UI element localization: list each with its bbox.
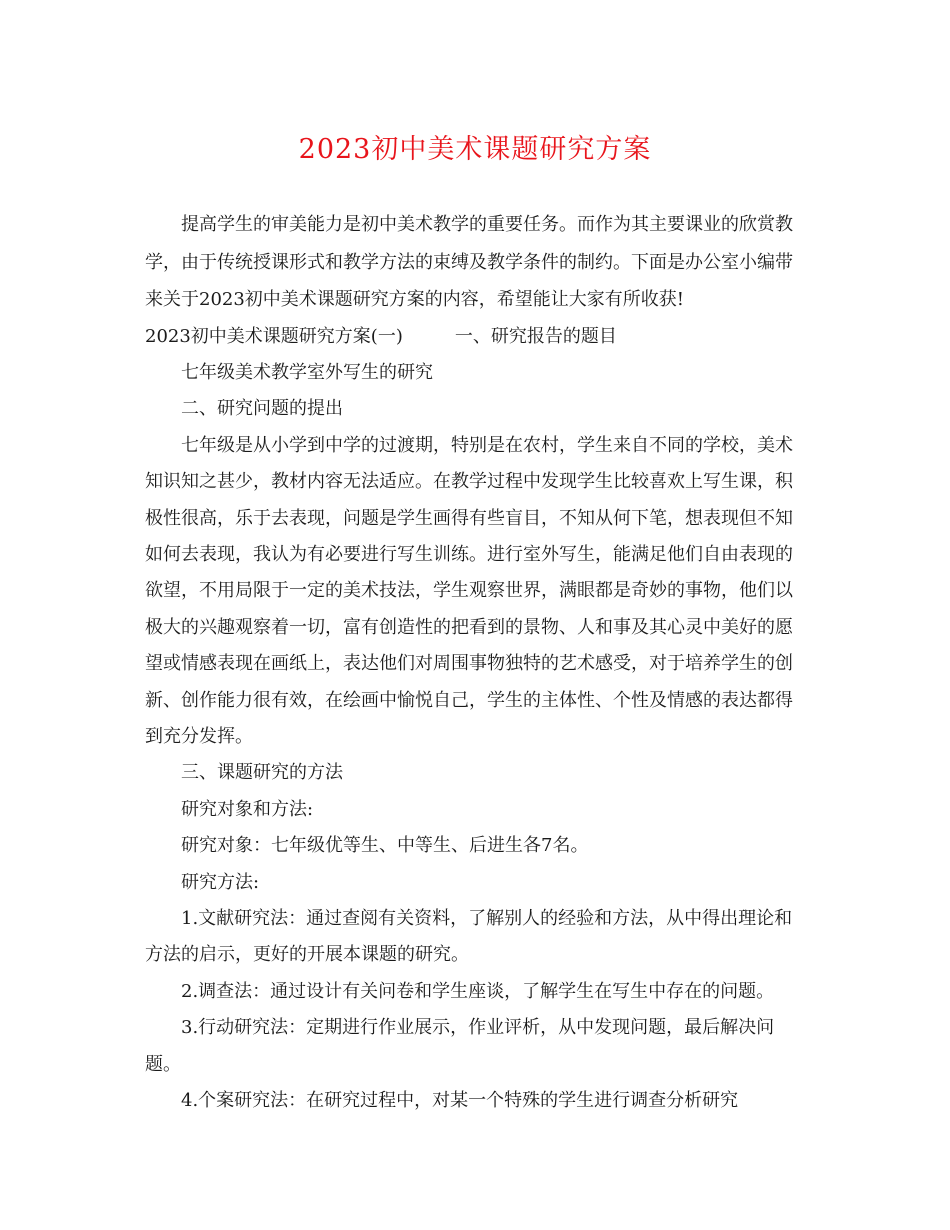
method-2: 2.调查法：通过设计有关问卷和学生座谈，了解学生在写生中存在的问题。 — [181, 980, 775, 1002]
section-heading-line — [145, 319, 805, 355]
document-body — [145, 206, 805, 1119]
item3-heading: 三、课题研究的方法 — [181, 762, 343, 784]
item1-heading: 一、研究报告的题目 — [454, 325, 617, 347]
intro-paragraph: 提高学生的审美能力是初中美术教学的重要任务。而作为其主要课业的欣赏教学，由于传统授课形式和教学方法的束缚及教学条件的制约。下面是办公室小编带来关于2023初中美术课题研究方案的内容，希望能让大家有所收获! — [145, 214, 793, 310]
page-title: 2023初中美术课题研究方案 — [298, 134, 652, 165]
item2-paragraph: 七年级是从小学到中学的过渡期，特别是在农村，学生来自不同的学校，美术知识知之甚少，教材内容无法适应。在教学过程中发现学生比较喜欢上写生课，积极性很高，乐于去表现，问题是学生画得有些盲目，不知从何下笔，想表现但不知如何去表现，我认为有必要进行写生训练。进行室外写生，能满足他们自由表现的欲望，不用局限于一定的美术技法，学生观察世界，满眼都是奇妙的事物，他们以极大的兴趣观察着一切，富有创造性的把看到的景物、人和事及其心灵中美好的愿望或情感表现在画纸上，表达他们对周围事物独特的艺术感受，对于培养学生的创新、创作能力很有效，在绘画中愉悦自己，学生的主体性、个性及情感的表达都得到充分发挥。 — [145, 434, 793, 747]
objects-methods-label: 研究对象和方法: — [181, 798, 314, 820]
objects-text: 研究对象：七年级优等生、中等生、后进生各7名。 — [181, 835, 589, 857]
method-3: 3.行动研究法：定期进行作业展示，作业评析，从中发现问题，最后解决问题。 — [145, 1017, 775, 1075]
item2-heading: 二、研究问题的提出 — [181, 398, 343, 420]
method-1: 1.文献研究法：通过查阅有关资料，了解别人的经验和方法，从中得出理论和方法的启示，更好的开展本课题的研究。 — [145, 908, 793, 966]
method-4: 4.个案研究法：在研究过程中，对某一个特殊的学生进行调查分析研究 — [181, 1090, 739, 1112]
section-heading: 2023初中美术课题研究方案(一) — [145, 325, 403, 347]
item1-text: 七年级美术教学室外写生的研究 — [181, 361, 433, 383]
methods-label: 研究方法: — [181, 871, 260, 893]
